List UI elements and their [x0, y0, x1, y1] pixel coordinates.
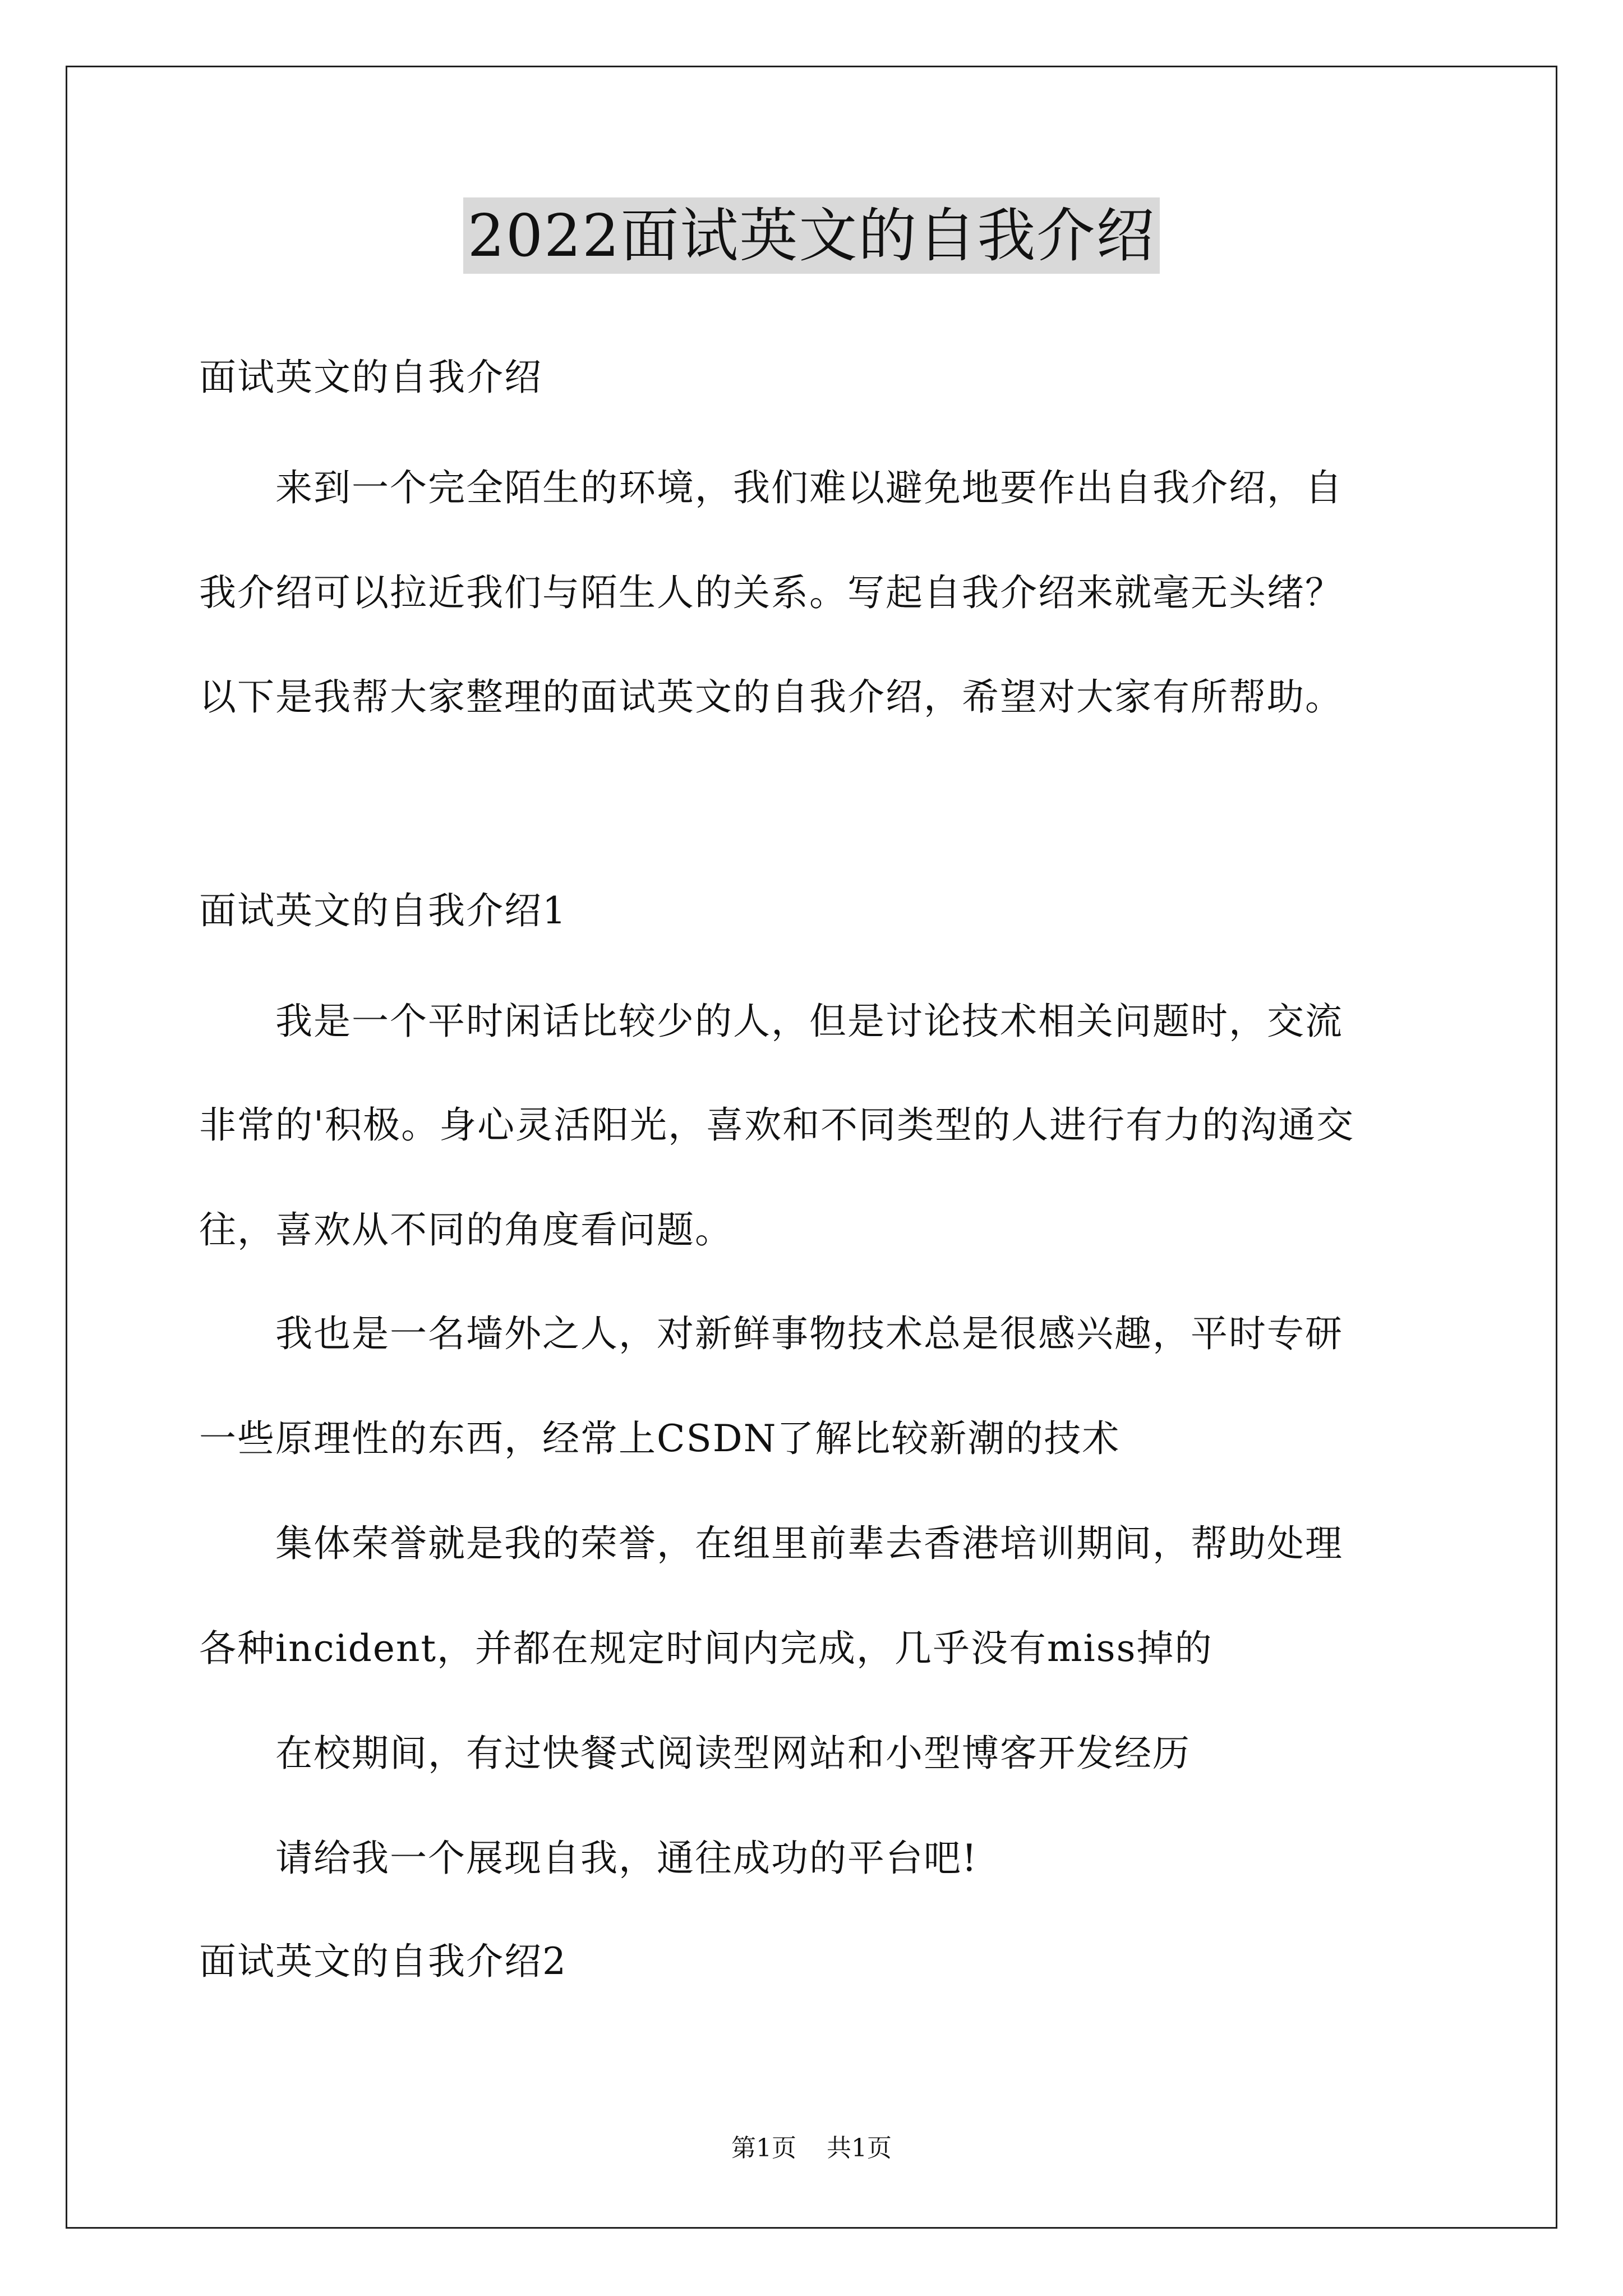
page-footer [0, 2133, 1623, 2164]
paragraph-line: 请给我一个展现自我，通往成功的平台吧! [199, 1837, 978, 1880]
paragraph-line: 一些原理性的东西，经常上CSDN了解比较新潮的技术 [199, 1417, 1121, 1460]
paragraph-line: 我也是一名墙外之人，对新鲜事物技术总是很感兴趣，平时专研 [199, 1312, 1343, 1355]
paragraph-line: 以下是我帮大家整理的面试英文的自我介绍，希望对大家有所帮助。 [199, 675, 1343, 719]
paragraph-line: 来到一个完全陌生的环境，我们难以避免地要作出自我介绍，自 [199, 466, 1343, 509]
paragraph-line: 往，喜欢从不同的角度看问题。 [199, 1208, 733, 1251]
paragraph-line: 我是一个平时闲话比较少的人，但是讨论技术相关问题时，交流 [199, 1000, 1343, 1043]
paragraph-line: 我介绍可以拉近我们与陌生人的关系。写起自我介绍来就毫无头绪？ [199, 571, 1343, 614]
page-number: 第1页 [731, 2134, 796, 2162]
section-heading: 面试英文的自我介绍2 [199, 1940, 567, 1983]
paragraph-line: 各种incident，并都在规定时间内完成，几乎没有miss掉的 [199, 1627, 1213, 1670]
title-container [0, 197, 1623, 274]
section-heading: 面试英文的自我介绍 [199, 356, 542, 399]
document-title: 2022面试英文的自我介绍 [463, 197, 1160, 274]
paragraph-line: 集体荣誉就是我的荣誉，在组里前辈去香港培训期间，帮助处理 [199, 1522, 1343, 1565]
paragraph-line: 在校期间，有过快餐式阅读型网站和小型博客开发经历 [199, 1732, 1191, 1775]
section-heading: 面试英文的自我介绍1 [199, 889, 567, 932]
paragraph-line: 非常的'积极。身心灵活阳光，喜欢和不同类型的人进行有力的沟通交 [199, 1103, 1355, 1147]
page-total: 共1页 [827, 2134, 892, 2162]
